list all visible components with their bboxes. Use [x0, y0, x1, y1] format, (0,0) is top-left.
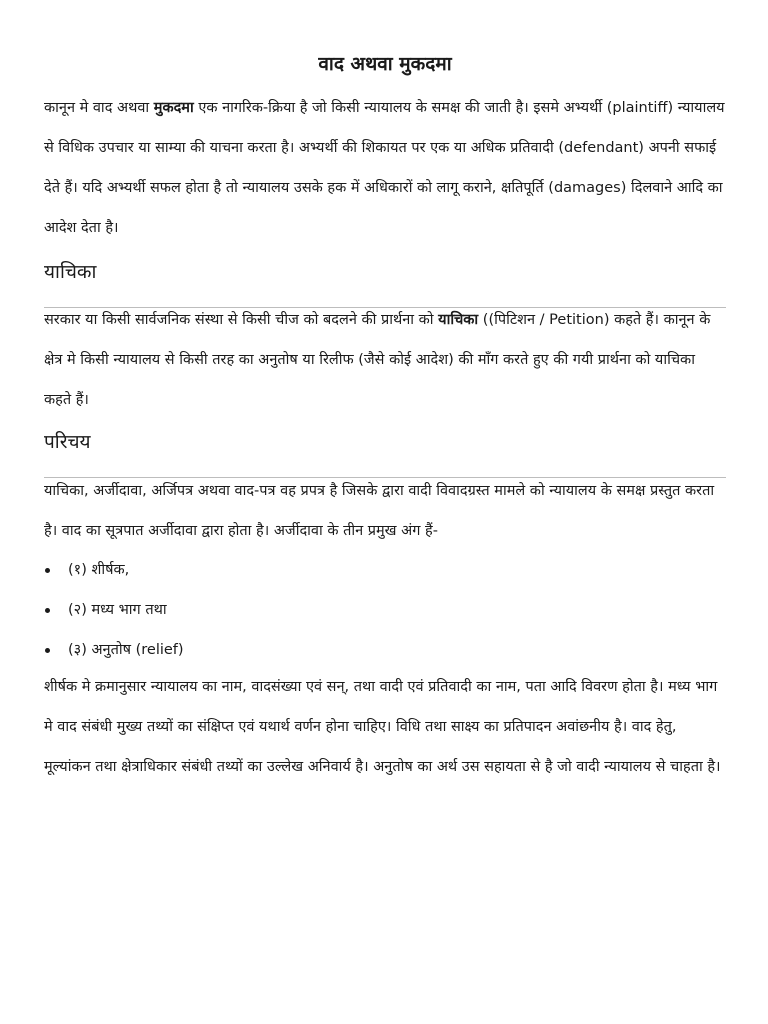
intro-paragraph [44, 88, 726, 248]
parts-list [44, 550, 184, 670]
heading-introduction: परिचय [44, 431, 91, 453]
petition-bold-term: याचिका [438, 312, 479, 328]
list-item-text: (१) शीर्षक, [68, 562, 130, 578]
list-item [44, 550, 184, 590]
petition-text-start: सरकार या किसी सार्वजनिक संस्था से किसी चीज को बदलने की प्रार्थना को [44, 312, 439, 328]
list-item [44, 630, 184, 670]
intro-text-start: कानून मे वाद अथवा [44, 100, 154, 116]
list-item-text: (२) मध्य भाग तथा [68, 602, 167, 618]
document-title: वाद अथवा मुकदमा [318, 53, 452, 75]
intro-text-end: एक नागरिक-क्रिया है जो किसी न्यायालय के समक्ष की जाती है। इसमे अभ्यर्थी (plaintiff) न्यायालय से विधिक उपचार या साम्या की याचना करता है। अभ्यर्थी की शिकायत पर एक या अधिक प्रतिवादी (defendant) अपनी सफाई देते हैं। यदि अभ्यर्थी सफल होता है तो न्यायालय उसके हक में अधिकारों को लागू कराने, क्षतिपूर्ति (damages) दिलवाने आदि का आदेश देता है। [44, 100, 725, 236]
list-item-text: (३) अनुतोष (relief) [68, 642, 184, 658]
introduction-paragraph: याचिका, अर्जीदावा, अर्जिपत्र अथवा वाद-पत्र वह प्रपत्र है जिसके द्वारा वादी विवादग्रस्त मामले को न्यायालय के समक्ष प्रस्तुत करता है। वाद का सूत्रपात अर्जीदावा द्वारा होता है। अर्जीदावा के तीन प्रमुख अंग हैं- [44, 483, 715, 539]
petition-paragraph [44, 300, 726, 420]
petition-text-end: ((पिटिशन / Petition) कहते हैं। कानून के क्षेत्र मे किसी न्यायालय से किसी तरह का अनुतोष या रिलीफ (जैसे कोई आदेश) की माँग करते हुए की गयी प्रार्थना को याचिका कहते हैं। [44, 312, 711, 408]
list-item [44, 590, 184, 630]
heading-petition: याचिका [44, 261, 97, 283]
bullet-icon [45, 648, 50, 653]
intro-bold-term: मुकदमा [153, 100, 194, 116]
bullet-icon [45, 568, 50, 573]
details-paragraph: शीर्षक मे क्रमानुसार न्यायालय का नाम, वादसंख्या एवं सन्, तथा वादी एवं प्रतिवादी का नाम, पता आदि विवरण होता है। मध्य भाग मे वाद संबंधी मुख्य तथ्यों का संक्षिप्त एवं यथार्थ वर्णन होना चाहिए। विधि तथा साक्ष्य का प्रतिपादन अवांछनीय है। वाद हेतु, मूल्यांकन तथा क्षेत्राधिकार संबंधी तथ्यों का उल्लेख अनिवार्य है। अनुतोष का अर्थ उस सहायता से है जो वादी न्यायालय से चाहता है। [44, 679, 721, 775]
bullet-icon [45, 608, 50, 613]
